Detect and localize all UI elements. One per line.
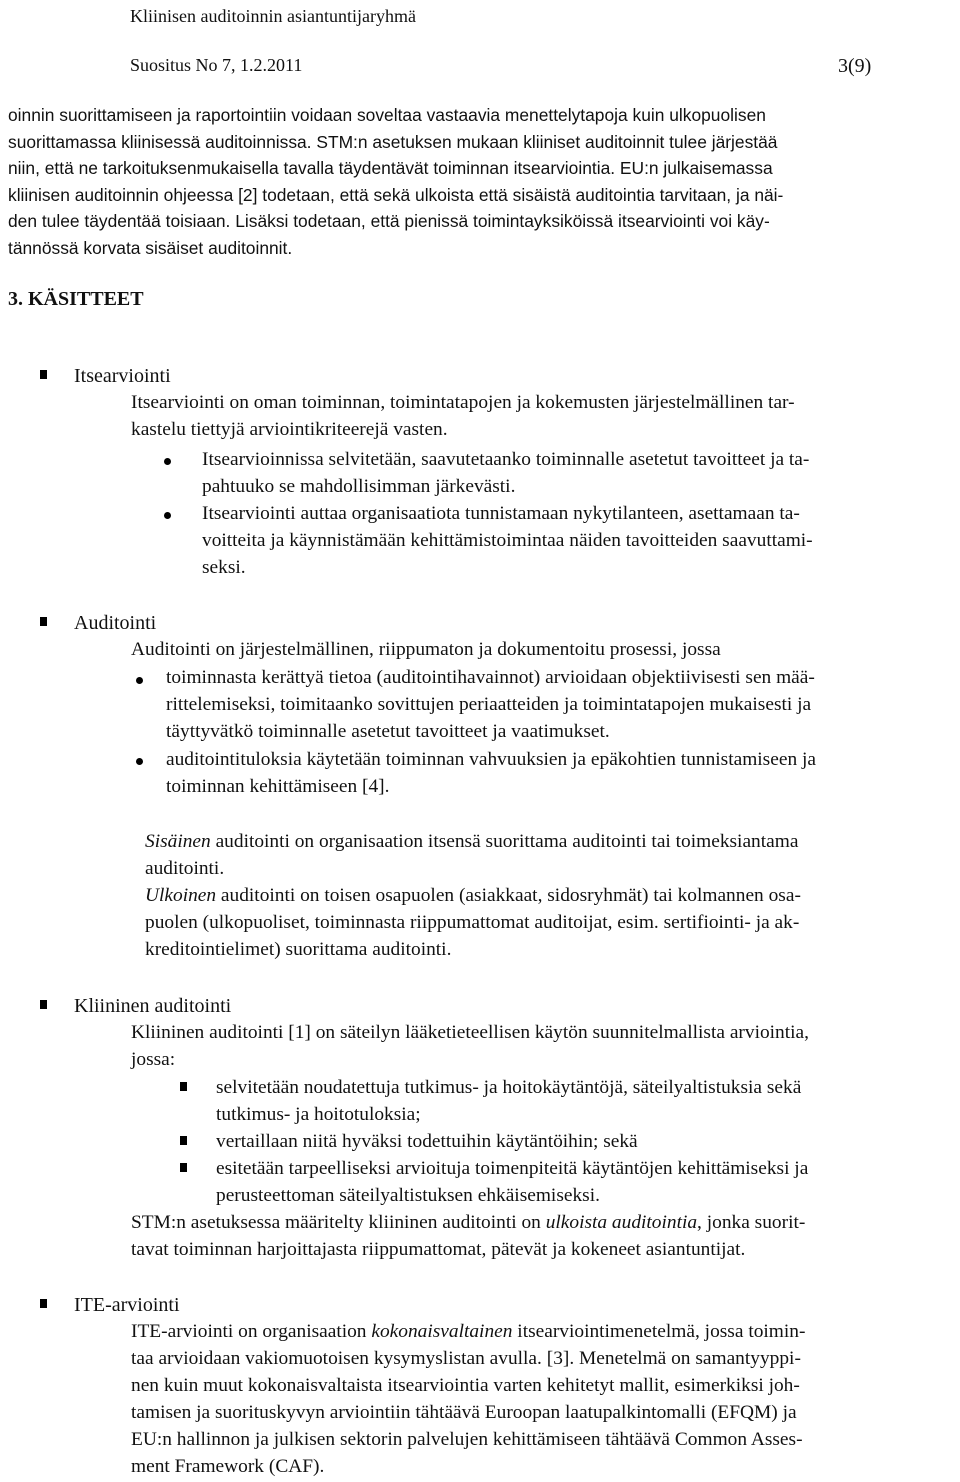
definition-line: Auditointi on järjestelmällinen, riippumaton ja dokumentoitu prosessi, jossa bbox=[131, 639, 721, 660]
round-bullet-icon bbox=[136, 677, 143, 684]
bullet-line: rittelemiseksi, toimitaanko sovittujen periaatteiden ja toimintatapojen mukaisesti ja bbox=[166, 694, 812, 715]
page-number: 3(9) bbox=[838, 55, 872, 77]
intro-paragraph bbox=[8, 102, 952, 261]
bullet-line: esitetään tarpeelliseksi arvioituja toimenpiteitä käytäntöjen kehittämiseksi ja bbox=[216, 1158, 809, 1179]
round-bullet-icon bbox=[136, 758, 143, 765]
square-bullet-icon bbox=[40, 617, 47, 626]
header-organization: Kliinisen auditoinnin asiantuntijaryhmä bbox=[130, 6, 416, 26]
section-title: 3. KÄSITTEET bbox=[8, 288, 144, 310]
definition-line: EU:n hallinnon ja julkisen sektorin palvelujen kehittämiseen tähtäävä Common Asses- bbox=[131, 1429, 803, 1450]
definition-line: jossa: bbox=[131, 1049, 176, 1070]
definition-line: Itsearviointi on oman toiminnan, toimintatapojen ja kokemusten järjestelmällinen tar- bbox=[131, 392, 795, 413]
bullet-line: täyttyvätkö toiminnalle asetetut tavoitteet ja vaatimukset. bbox=[166, 721, 610, 742]
square-bullet-icon bbox=[180, 1082, 187, 1091]
intro-line: suorittamassa kliinisessä auditoinnissa. STM:n asetuksen mukaan kliiniset auditoinnit tulee järjestää bbox=[8, 131, 778, 152]
closing-line: tavat toiminnan harjoittajasta riippumattomat, pätevät ja kokeneet asiantuntijat. bbox=[131, 1239, 746, 1260]
bullet-line: tutkimus- ja hoitotuloksia; bbox=[216, 1104, 421, 1125]
bullet-line: seksi. bbox=[202, 557, 246, 578]
definition-line: ITE-arviointi on organisaation kokonaisvaltainen itsearviointimenetelmä, jossa toimin- bbox=[131, 1321, 806, 1342]
definition-line: kreditointielimet) suorittama auditointi. bbox=[145, 939, 452, 960]
external-audit-definition: Ulkoinen auditointi on toisen osapuolen (asiakkaat, sidosryhmät) tai kolmannen osa- bbox=[145, 885, 801, 906]
definition-line: tamisen ja suorituskyvyn arviointiin tähtäävä Euroopan laatupalkintomalli (EFQM) ja bbox=[131, 1402, 797, 1423]
bullet-line: toiminnasta kerättyä tietoa (auditointihavainnot) arvioidaan objektiivisesti sen mää- bbox=[166, 667, 815, 688]
square-bullet-icon bbox=[180, 1163, 187, 1172]
term-auditointi: Auditointi bbox=[74, 612, 157, 634]
bullet-line: auditointituloksia käytetään toiminnan vahvuuksien ja epäkohtien tunnistamiseen ja bbox=[166, 749, 816, 770]
definition-line: Kliininen auditointi [1] on säteilyn lääketieteellisen käytön suunnitelmallista arviointia, bbox=[131, 1022, 809, 1043]
definition-line: puolen (ulkopuoliset, toiminnasta riippumattomat auditoijat, esim. sertifiointi- ja ak- bbox=[145, 912, 800, 933]
round-bullet-icon bbox=[164, 458, 171, 465]
term-sisainen: Sisäinen bbox=[145, 831, 211, 852]
bullet-line: voitteita ja käynnistämään kehittämistoimintaa näiden tavoitteiden saavuttami- bbox=[202, 530, 813, 551]
term-itsearviointi: Itsearviointi bbox=[74, 365, 171, 387]
header-recommendation: Suositus No 7, 1.2.2011 bbox=[130, 55, 303, 75]
intro-line: den tulee täydentää toisiaan. Lisäksi todetaan, että pienissä toimintayksiköissä itsearviointi voi käy- bbox=[8, 211, 770, 231]
bullet-line: pahtuuko se mahdollisimman järkevästi. bbox=[202, 476, 516, 497]
intro-line: tännössä korvata sisäiset auditoinnit. bbox=[8, 237, 293, 258]
square-bullet-icon bbox=[40, 1000, 47, 1009]
definition-line: ment Framework (CAF). bbox=[131, 1456, 325, 1477]
definition-line: auditointi. bbox=[145, 858, 225, 879]
round-bullet-icon bbox=[164, 512, 171, 519]
internal-audit-definition: Sisäinen auditointi on organisaation itsensä suorittama auditointi tai toimeksiantama bbox=[145, 831, 799, 852]
definition-line: taa arvioidaan vakiomuotoisen kysymyslistan avulla. [3]. Menetelmä on samantyyppi- bbox=[131, 1348, 801, 1369]
emphasis-ulkoista-auditointia: ulkoista auditointia bbox=[545, 1212, 698, 1233]
bullet-line: Itsearvioinnissa selvitetään, saavutetaanko toiminnalle asetetut tavoitteet ja ta- bbox=[202, 449, 810, 470]
square-bullet-icon bbox=[40, 370, 47, 379]
term-ite-arviointi: ITE-arviointi bbox=[74, 1294, 180, 1316]
bullet-line: perusteettoman säteilyaltistuksen ehkäisemiseksi. bbox=[216, 1185, 600, 1206]
term-ulkoinen: Ulkoinen bbox=[145, 885, 217, 906]
emphasis-kokonaisvaltainen: kokonaisvaltainen bbox=[371, 1321, 513, 1342]
intro-line: niin, että ne tarkoituksenmukaisella tavalla täydentävät toiminnan itsearviointia. EU:n julkaisemassa bbox=[8, 158, 773, 178]
square-bullet-icon bbox=[180, 1136, 187, 1145]
square-bullet-icon bbox=[40, 1299, 47, 1308]
intro-line: oinnin suorittamiseen ja raportointiin voidaan soveltaa vastaavia menettelytapoja kuin ulkopuolisen bbox=[8, 105, 766, 125]
definition-line: kastelu tiettyjä arviointikriteerejä vasten. bbox=[131, 419, 448, 440]
term-kliininen-auditointi: Kliininen auditointi bbox=[74, 995, 232, 1017]
bullet-line: Itsearviointi auttaa organisaatiota tunnistamaan nykytilanteen, asettamaan ta- bbox=[202, 503, 800, 524]
bullet-line: vertaillaan niitä hyväksi todettuihin käytäntöihin; sekä bbox=[216, 1131, 638, 1152]
bullet-line: selvitetään noudatettuja tutkimus- ja hoitokäytäntöjä, säteilyaltistuksia sekä bbox=[216, 1077, 802, 1098]
bullet-line: toiminnan kehittämiseen [4]. bbox=[166, 776, 390, 797]
intro-line: kliinisen auditoinnin ohjeessa [2] todetaan, että sekä ulkoista että sisäistä auditointia tarvitaan, ja näi- bbox=[8, 184, 784, 205]
definition-line: nen kuin muut kokonaisvaltaista itsearviointia varten kehitetyt mallit, esimerkiksi joh- bbox=[131, 1375, 800, 1396]
closing-line: STM:n asetuksessa määritelty kliininen auditointi on ulkoista auditointia, jonka suorit- bbox=[131, 1212, 806, 1233]
